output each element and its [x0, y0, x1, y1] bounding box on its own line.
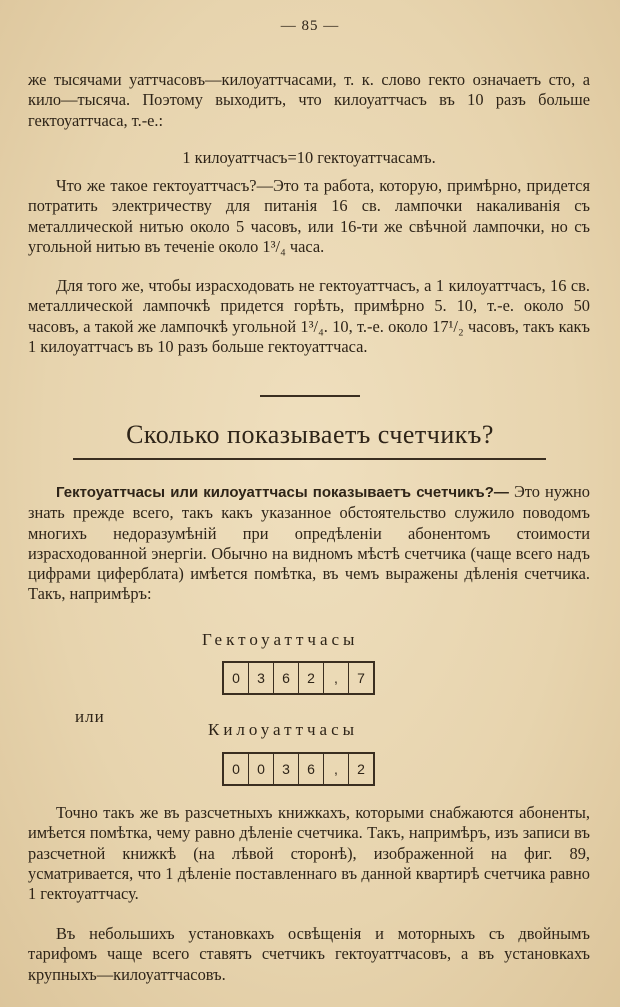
section-heading: Сколько показываетъ счетчикъ?: [126, 420, 494, 449]
top-paragraph: же тысячами уаттчасовъ—килоуаттчасами, т. к. слово гекто означаетъ сто, а кило—тысяча. Поэтому выходитъ, что килоуаттчасъ въ 10 разъ больше гектоуаттчаса, т.-е.:: [28, 70, 590, 130]
or-word: или: [75, 707, 105, 726]
section-divider: [260, 395, 360, 397]
dial-digit: 0: [224, 663, 249, 693]
paragraph-kilowatt-example: Для того же, чтобы израсходовать не гектоуаттчасъ, а 1 килоуаттчасъ, 16 св. металлической лампочкѣ придется горѣть, примѣрно 5. 10, т.-е. около 50 часовъ, а такой же лампочкѣ угольной 1³/₄. 10, т.-е. около 17¹/₂ часовъ, такъ какъ 1 килоуаттчасъ въ 10 разъ больше гектоуаттчаса.: [28, 276, 590, 356]
page-number: — 85 —: [280, 18, 340, 34]
section-paragraph: [28, 482, 590, 605]
dial-digit: 2: [299, 663, 324, 693]
dial-separator: ,: [324, 663, 349, 693]
paragraph-record-book: Точно такъ же въ разсчетныхъ книжкахъ, которыми снабжаются абоненты, имѣется помѣтка, чему равно дѣленіе счетчика. Такъ, напримѣръ, изъ записи въ разсчетной книжкѣ (на лѣвой сторонѣ), изображенной на фиг. 89, усматривается, что 1 дѣленіе поставленнаго въ данной квартирѣ счетчика равно 1 гектоуаттчасу.: [28, 803, 590, 904]
dial-digit: 0: [249, 754, 274, 784]
dial-hectowatt-label: Гектоуаттчасы: [202, 630, 359, 649]
equation: 1 килоуаттчасъ=10 гектоуаттчасамъ.: [182, 148, 436, 167]
section-paragraph-text: Это нужно знать прежде всего, такъ какъ указанное обстоятельство служило поводомъ многихъ недоразумѣній при опредѣленіи абонентомъ стоимости израсходованной энергіи. Обычно на видномъ мѣстѣ счетчика (чаще всего надъ цифрами циферблата) имѣется помѣтка, въ чемъ выражены дѣленія счетчика. Такъ, напримѣръ:: [28, 482, 590, 604]
dial-hectowatt: [222, 661, 375, 695]
dial-digit: 2: [357, 761, 365, 777]
paragraph-hectowatt-definition: Что же такое гектоуаттчасъ?—Это та работа, которую, примѣрно, придется потратить электричеству для питанія 16 св. лампочки накаливанія съ металлической нитью около 5 часовъ, или 16-ти же свѣчной лампочки, но съ угольной нитью въ теченіе около 1³/₄ часа.: [28, 176, 590, 256]
dial-separator: ,: [324, 754, 349, 784]
paragraph-installations: Въ небольшихъ установкахъ освѣщенія и моторныхъ съ двойнымъ тарифомъ чаще всего ставятъ счетчикъ гектоуаттчасовъ, а въ установкахъ крупныхъ—килоуаттчасовъ.: [28, 924, 590, 984]
dial-digit: 7: [357, 670, 365, 686]
dial-kilowatt: [222, 752, 375, 786]
dial-digit: 3: [274, 754, 299, 784]
dial-digit: 6: [274, 663, 299, 693]
dial-digit: 6: [299, 754, 324, 784]
section-lead: Гектоуаттчасы или килоуаттчасы показываетъ счетчикъ?—: [56, 484, 509, 501]
dial-kilowatt-label: Килоуаттчасы: [208, 720, 359, 739]
dial-digit: 0: [224, 754, 249, 784]
heading-underline: [73, 458, 546, 460]
dial-digit: 3: [249, 663, 274, 693]
